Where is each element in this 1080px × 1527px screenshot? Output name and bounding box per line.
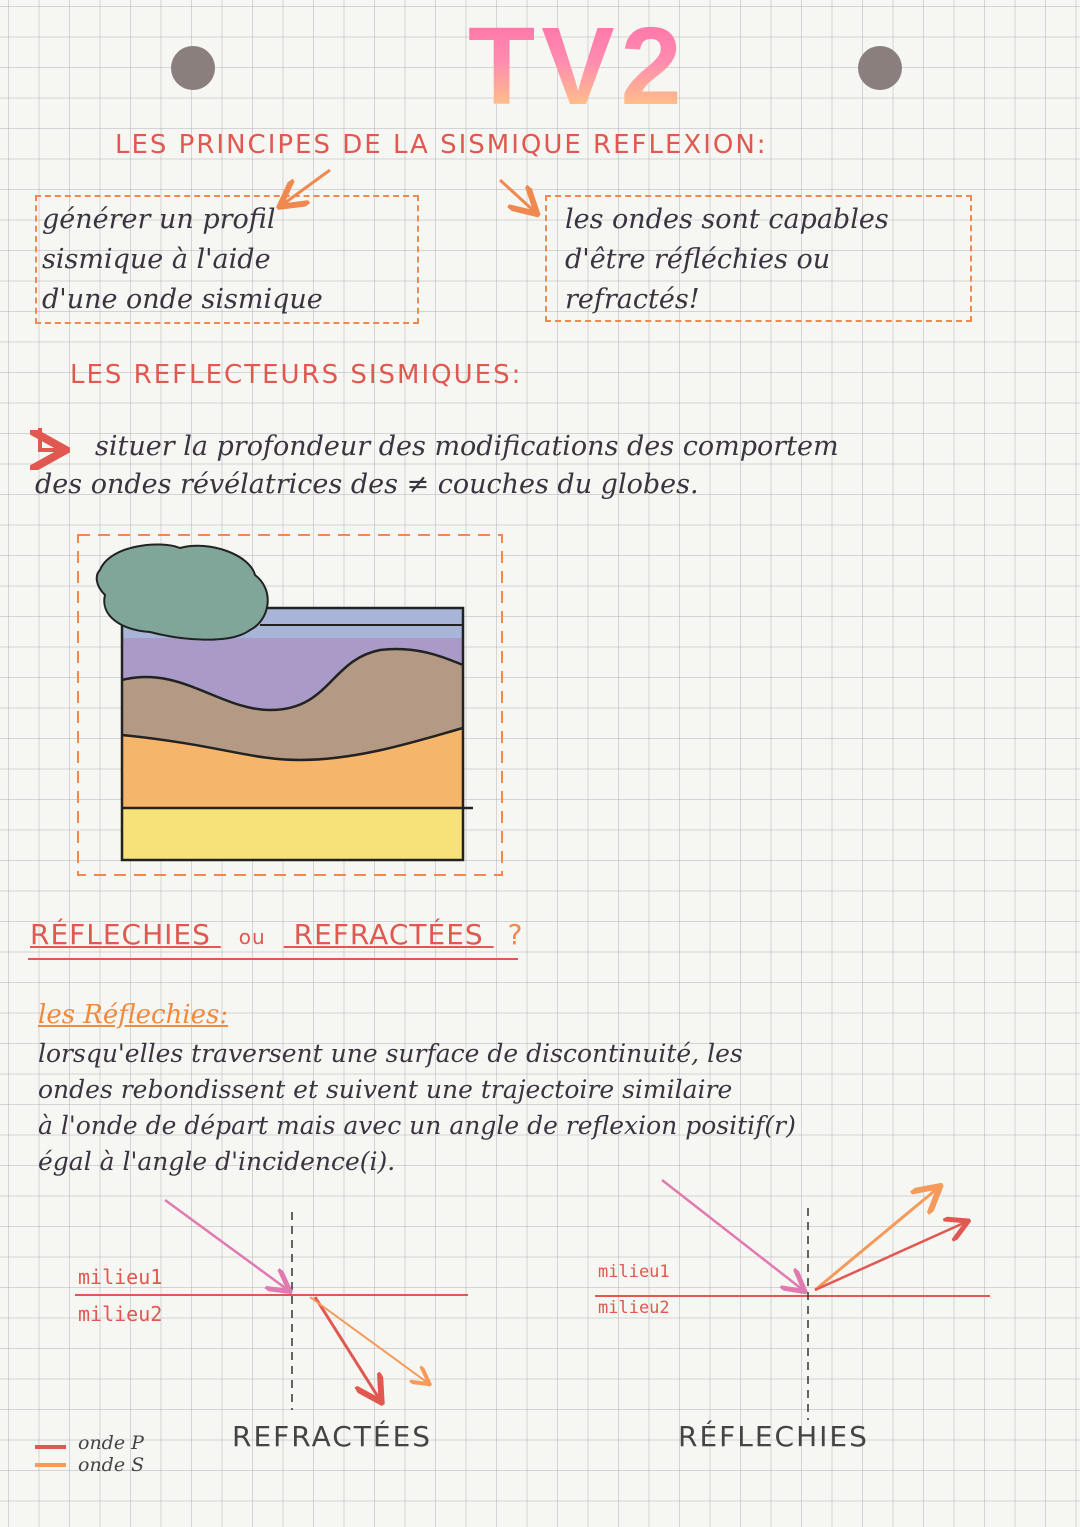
right-medium1-label: milieu1 — [598, 1262, 670, 1282]
title-refractees: REFRACTÉES — [293, 918, 484, 951]
text-line: situer la profondeur des modifications des comportem — [95, 431, 839, 462]
right-medium2-label: milieu2 — [598, 1298, 670, 1318]
section-underline — [28, 958, 518, 960]
reflection-caption: RÉFLECHIES — [678, 1420, 869, 1453]
text-line: les ondes sont capables — [565, 204, 889, 235]
text-line: refractés! — [565, 284, 700, 315]
text-line: lorsqu'elles traversent une surface de discontinuité, les — [38, 1039, 743, 1068]
cross-section-diagram — [78, 535, 502, 875]
reflectors-paragraph — [35, 428, 839, 504]
title-or: ou — [238, 925, 266, 949]
text-line: à l'onde de départ mais avec un angle de reflexion positif(r) — [38, 1111, 796, 1140]
box-right-text — [565, 200, 889, 320]
heading-reflectors: LES REFLECTEURS SISMIQUES: — [70, 360, 523, 390]
text-line: générer un profil — [42, 204, 276, 235]
left-medium2-label: milieu2 — [78, 1302, 163, 1326]
left-medium1-label: milieu1 — [78, 1265, 163, 1289]
legend-wave-p: onde P — [78, 1432, 144, 1454]
page-title: TV2 — [468, 5, 688, 128]
text-line: des ondes révélatrices des ≠ couches du globes. — [35, 469, 699, 500]
box-left-text — [42, 200, 323, 320]
text-line: d'être réfléchies ou — [565, 244, 831, 275]
section-title — [30, 918, 523, 951]
heading-principles: LES PRINCIPES DE LA SISMIQUE REFLEXION: — [115, 130, 768, 160]
refraction-caption: REFRACTÉES — [232, 1420, 433, 1453]
title-question: ? — [507, 918, 524, 951]
text-line: ondes rebondissent et suivent une trajectoire similaire — [38, 1075, 733, 1104]
text-line: d'une onde sismique — [42, 284, 323, 315]
text-line: sismique à l'aide — [42, 244, 271, 275]
legend-swatches — [35, 1447, 66, 1465]
title-reflechies: RÉFLECHIES — [30, 918, 211, 951]
reflechies-heading: les Réflechies: — [38, 1000, 229, 1030]
legend — [78, 1432, 144, 1476]
reflechies-paragraph — [38, 1036, 796, 1180]
text-line: égal à l'angle d'incidence(i). — [38, 1147, 396, 1176]
legend-wave-s: onde S — [78, 1454, 145, 1476]
